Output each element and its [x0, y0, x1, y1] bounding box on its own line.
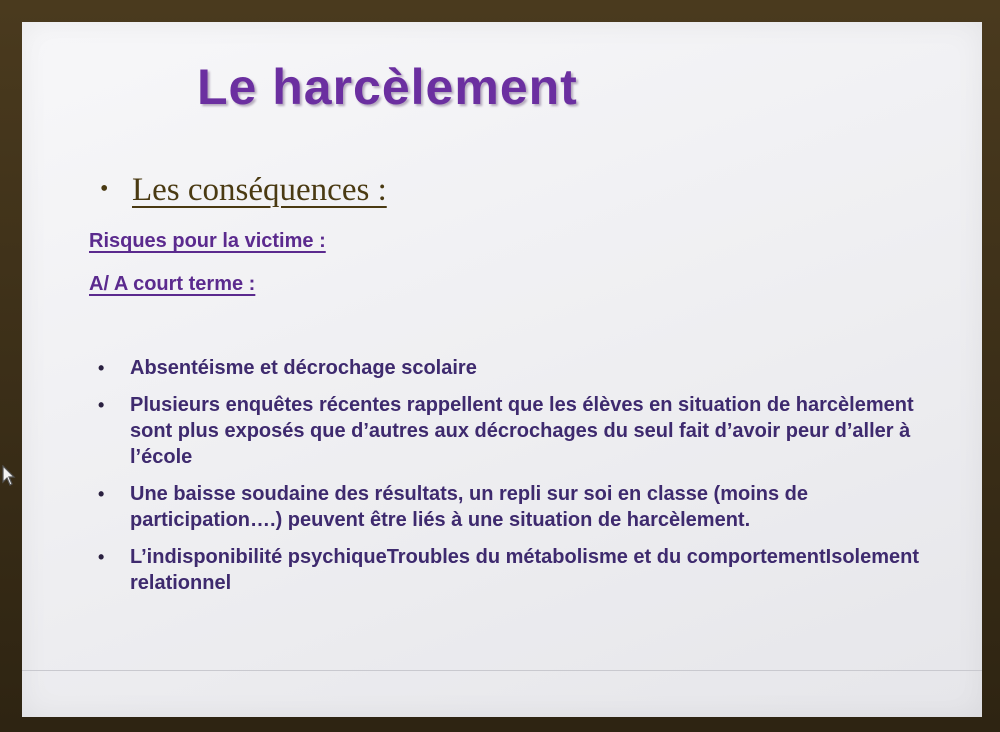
subtitle-bullet: • — [100, 176, 109, 202]
bullet-dot: • — [98, 358, 105, 378]
consequences-list — [92, 355, 932, 607]
list-item-text: Une baisse soudaine des résultats, un repli sur soi en classe (moins de participation….) peuvent être liés à une situation de harcèlement. — [130, 483, 809, 531]
presentation-slide — [22, 22, 982, 717]
heading-short-term: A/ A court terme : — [89, 273, 256, 295]
heading-risks-victim: Risques pour la victime : — [89, 230, 326, 252]
list-item — [92, 481, 932, 533]
list-item — [92, 355, 932, 381]
list-item-text: Absentéisme et décrochage scolaire — [130, 357, 477, 379]
bullet-dot: • — [98, 484, 105, 504]
mouse-pointer-icon — [2, 465, 18, 487]
list-item-text: L’indisponibilité psychiqueTroubles du métabolisme et du comportementIsolement relationnel — [130, 546, 920, 594]
slide-title: Le harcèlement — [197, 59, 578, 115]
list-item — [92, 544, 932, 596]
slide-bottom-divider — [22, 670, 982, 671]
list-item — [92, 392, 932, 470]
list-item-text: Plusieurs enquêtes récentes rappellent que les élèves en situation de harcèlement sont plus exposés que d’autres aux décrochages du seul fait d’avoir peur d’aller à l’école — [130, 394, 914, 468]
subtitle-text: Les conséquences : — [132, 172, 387, 208]
bullet-dot: • — [98, 395, 105, 415]
bullet-dot: • — [98, 547, 105, 567]
slide-subtitle — [100, 172, 387, 209]
